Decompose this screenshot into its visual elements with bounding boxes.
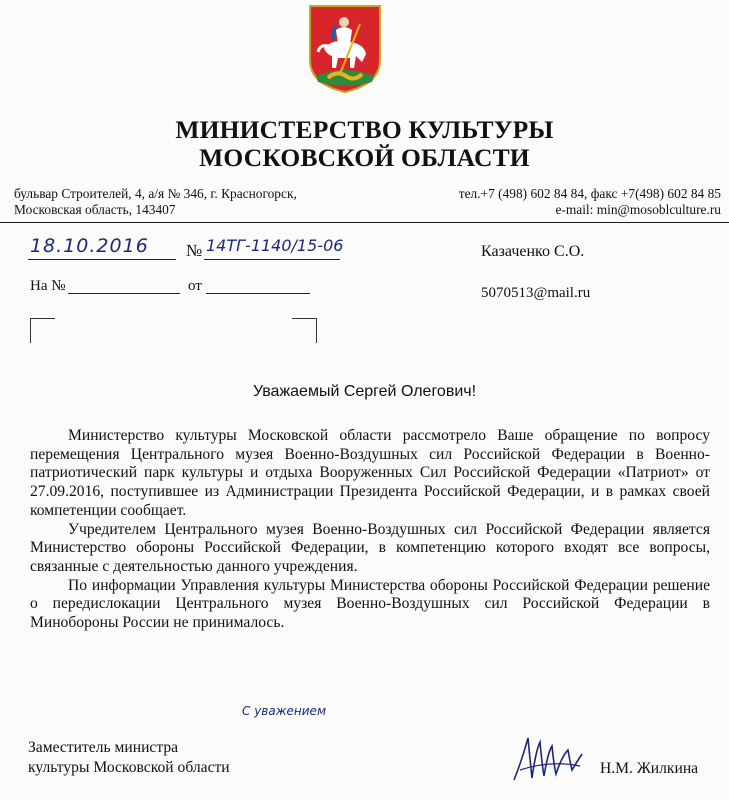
- reply-to-label: На №: [30, 278, 66, 294]
- address-line1: бульвар Строителей, 4, а/я № 346, г. Красногорск,: [14, 186, 297, 201]
- ministry-title-line2: МОСКОВСКОЙ ОБЛАСТИ: [199, 143, 530, 172]
- registration-number: 14ТГ-1140/15-06: [206, 236, 344, 255]
- ministry-title-line1: МИНИСТЕРСТВО КУЛЬТУРЫ: [175, 115, 554, 144]
- number-underline: [204, 259, 340, 260]
- number-label: №: [186, 241, 203, 260]
- signer-position: [28, 738, 230, 778]
- header-divider: [0, 222, 729, 223]
- signer-position-line2: культуры Московской области: [28, 759, 230, 776]
- address-corner-right: [292, 318, 317, 343]
- registration-date: 18.10.2016: [30, 235, 149, 257]
- phone-line: тел.+7 (498) 602 84 84, факс +7(498) 602 84 85: [458, 186, 721, 201]
- handwritten-signature-icon: [510, 730, 586, 786]
- address-corner-left: [30, 318, 55, 343]
- ministry-address: [14, 186, 297, 218]
- signer-name: Н.М. Жилкина: [600, 760, 699, 777]
- date-underline: [28, 259, 176, 260]
- body-paragraph-2: Учредителем Центрального музея Военно-Воздушных сил Российской Федерации является Министерство обороны Российской Федерации, в компетенцию которого входят все вопросы, связанные с деятельностью данного учреждения.: [30, 520, 710, 575]
- ministry-title: [0, 116, 729, 172]
- from-underline: [206, 293, 310, 294]
- ministry-contacts: [459, 186, 721, 218]
- letter-body: [30, 427, 710, 633]
- recipient-email: 5070513@mail.ru: [481, 285, 591, 301]
- signer-position-line1: Заместитель министра: [28, 739, 179, 756]
- recipient-name: Казаченко С.О.: [481, 243, 585, 260]
- handwritten-closing: С уважением: [242, 704, 326, 718]
- body-paragraph-1: Министерство культуры Московской области рассмотрело Ваше обращение по вопросу перемещения Центрального музея Военно-Воздушных сил Российской Федерации в Военно-патриотический парк культуры и отдыха Вооруженных Сил Российской Федерации «Патриот» от 27.09.2016, поступившее из Администрации Президента Российской Федерации, и в рамках своей компетенции сообщает.: [30, 427, 710, 519]
- salutation: Уважаемый Сергей Олегович!: [252, 383, 477, 400]
- address-line2: Московская область, 143407: [14, 202, 176, 217]
- email-line: e-mail: min@mosoblculture.ru: [555, 202, 721, 217]
- reply-to-underline: [68, 293, 180, 294]
- coat-of-arms-icon: [306, 4, 384, 94]
- from-label: от: [188, 278, 202, 294]
- body-paragraph-3: По информации Управления культуры Министерства обороны Российской Федерации решение о передислокации Центрального музея Военно-Воздушных сил Российской Федерации в Минобороны России не принималось.: [30, 576, 710, 632]
